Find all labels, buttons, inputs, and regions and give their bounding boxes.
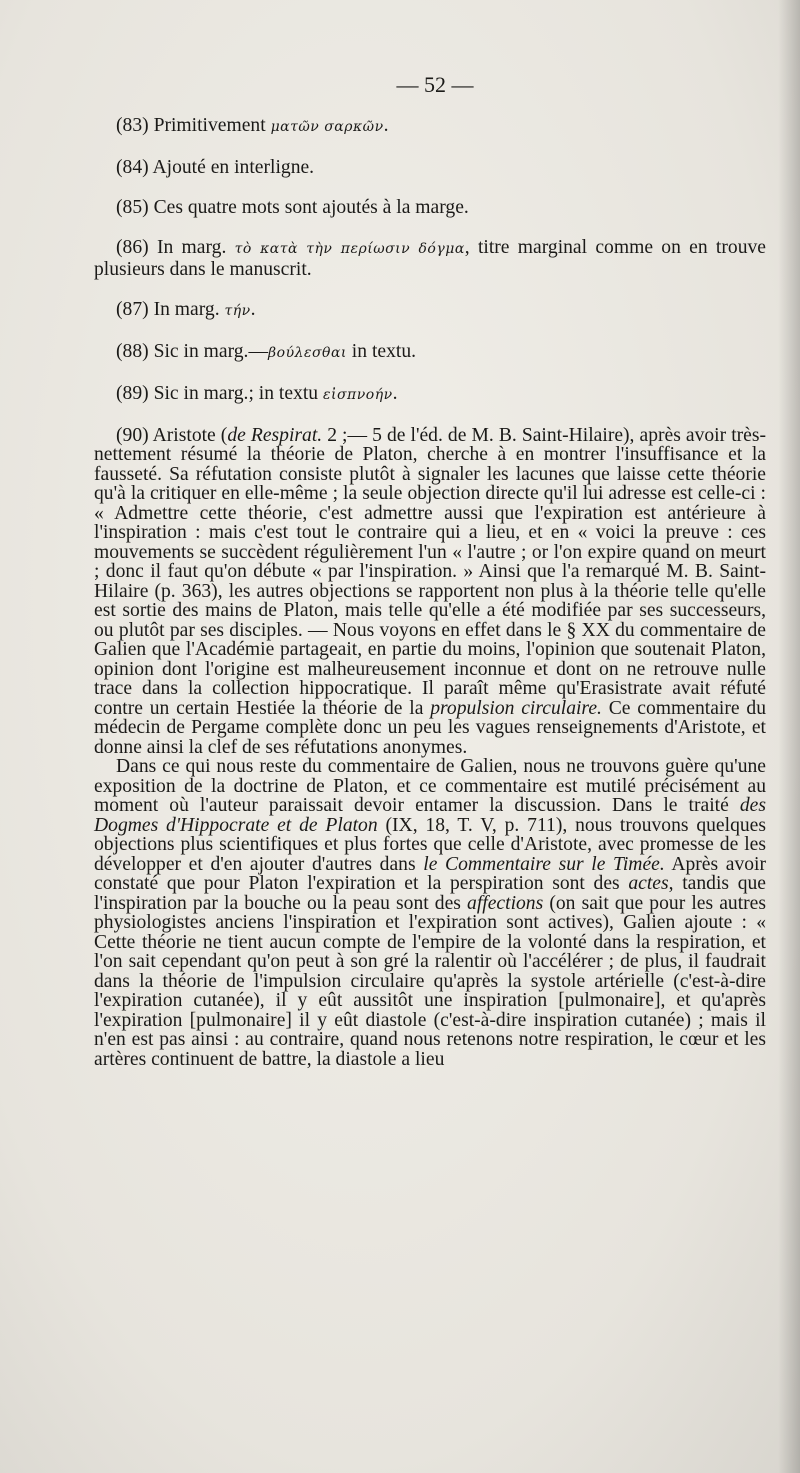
note-text: Ces quatre mots sont ajoutés à la marge. [153,197,469,218]
paragraph-text: Dans ce qui nous reste du commentaire de Galien, nous ne trouvons guère qu'une exposition de la doctrine de Platon, et ce commentaire est mutilé précisément au moment où l'auteur paraissait devoir entamer la discussion. Dans le traité [94,756,766,816]
note-88 [94,342,766,364]
greek-text: τήν [224,302,251,319]
note-text-after: in textu. [346,340,417,362]
term-italic-actes: actes [628,873,669,894]
greek-text: ματῶν σαρκῶν [270,119,384,135]
paragraph-galien [94,757,766,1069]
note-85 [94,198,766,218]
note-text: Primitivement [153,115,271,136]
note-number: (87) [116,298,149,320]
note-number: (90) [116,424,149,446]
greek-text: εἰσπνοήν [323,386,393,403]
note-87 [94,300,766,322]
note-text: Ajouté en interligne. [152,157,315,178]
note-text-after: , titre marginal comme on en trouve plusieurs dans le manuscrit. [94,237,766,280]
term-italic: propulsion circulaire. [430,697,602,719]
note-text: Sic in marg.; in textu [153,382,323,404]
paragraph-text-3: Après avoir constaté que pour Platon l'expiration et la perspiration sont des [94,853,767,894]
note-text-after: . [383,115,389,136]
citation-italic: de Respirat. [227,424,323,446]
note-text-after: . [250,298,256,320]
paragraph-text-4: , tandis que l'inspiration par la bouche ou la peau sont des [94,873,766,914]
note-90 [94,426,766,758]
term-italic-affections: affections [467,892,544,914]
note-90-text-3: Ce commentaire du médecin de Pergame complète donc un peu les vagues renseignements d'Aristote, et donne ainsi la clef de ses réfutations anonymes. [94,697,766,758]
note-number: (89) [116,382,149,404]
page-number: — 52 — [396,72,474,97]
note-number: (84) [116,157,149,178]
note-number: (86) [116,237,149,258]
note-90-text: Aristote ( [152,424,228,446]
note-text: Sic in marg.— [153,340,269,362]
note-86 [94,238,766,279]
note-89 [94,384,766,406]
title-italic: des Dogmes d'Hippocrate et de Platon [94,795,766,836]
paragraph-text-5: (on sait que pour les autres physiologistes anciens l'inspiration et l'expiration sont actives), Galien ajoute : « Cette théorie ne tient aucun compte de l'empire de la volonté dans la respiration, et l'on sait cependant qu'on peut à son gré la ralentir où l'accélérer ; de plus, il faudrait dans la théorie de l'impulsion circulaire qu'après la systole artérielle (c'est-à-dire l'expiration cutanée), il y eût aussitôt une inspiration [pulmonaire], et qu'après l'expiration [pulmonaire] il y eût diastole (c'est-à-dire inspiration cutanée) ; mais il n'en est pas ainsi : au contraire, quand nous retenons notre respiration, le cœur et les artères continuent de battre, la diastole a lieu [94,892,766,1070]
page-body [94,116,766,1069]
note-83 [94,116,766,138]
note-number: (83) [116,115,149,136]
paragraph-text-2: (IX, 18, T. V, p. 711), nous trouvons quelques objections plus scientifiques et plus fortes que celle d'Aristote, avec promesse de les développer et d'en ajouter d'autres dans [94,814,766,875]
note-84 [94,158,766,178]
note-text: In marg. [153,298,225,320]
note-text: In marg. [156,237,235,258]
spine-shadow [778,0,800,1473]
note-90-text-2: 2 ;— 5 de l'éd. de M. B. Saint-Hilaire), après avoir très-nettement résumé la théorie de Platon, cherche à en montrer l'insuffisance et la fausseté. Sa réfutation consiste plutôt à signaler les lacunes que laisse cette théorie qu'à la critiquer en elle-même ; la seule objection directe qu'il lui adresse est celle-ci : « Admettre cette théorie, c'est admettre aussi que l'expiration est antérieure à l'inspiration : mais c'est tout le contraire qui a lieu, et en « voici la preuve : ces mouvements se succèdent régulièrement l'un « l'autre ; or l'on expire quand on meurt ; donc il faut qu'on débute « par l'inspiration. » Ainsi que l'a remarqué M. B. Saint-Hilaire (p. 363), les autres objections se rapportent non plus à la théorie telle qu'elle est sortie des mains de Platon, mais telle qu'elle a été modifiée par ses successeurs, ou plutôt par ses disciples. — Nous voyons en effet dans le § XX du commentaire de Galien que l'Académie partageait, en partie du moins, l'opinion que soutenait Platon, opinion dont l'origine est malheureusement inconnue et dont on ne retrouve nulle trace dans la collection hippocratique. Il paraît même qu'Erasistrate avait réfuté contre un certain Hestiée la théorie de la [94,424,767,719]
greek-text: τὸ κατὰ τὴν περίωσιν δόγμα [234,241,465,257]
note-number: (88) [116,340,149,362]
title-italic-2: le Commentaire sur le Timée. [423,853,665,875]
note-number: (85) [116,197,149,218]
greek-text: βούλεσθαι [268,344,347,361]
note-text-after: . [392,382,398,404]
